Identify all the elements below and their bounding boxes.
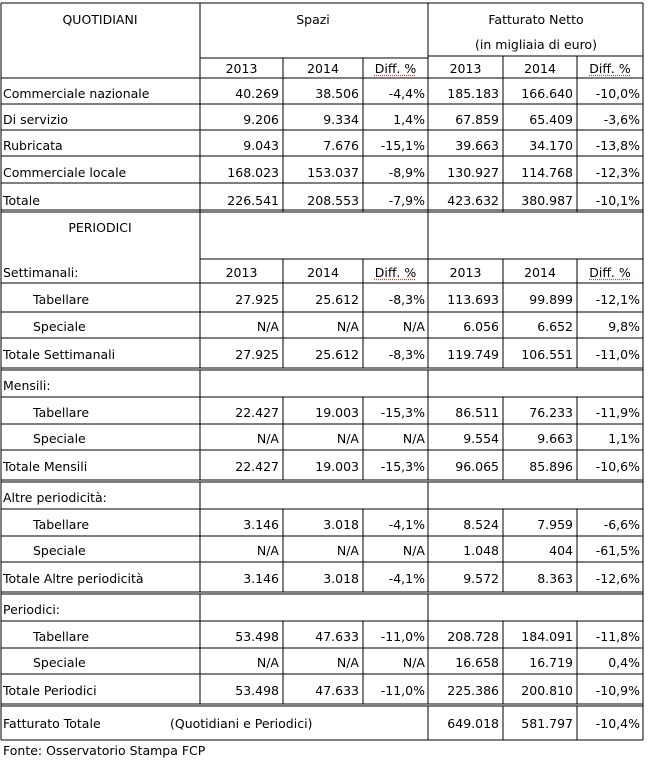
- group-row-sd: N/A: [402, 431, 425, 446]
- header-diff-spazi: Diff. %: [374, 61, 417, 76]
- group-row-s13: N/A: [256, 655, 279, 670]
- group-total-sd: -4,1%: [388, 571, 425, 586]
- quotidiani-row-f14: 380.987: [521, 193, 573, 208]
- row-label: Speciale: [33, 319, 86, 334]
- group-row-sd: N/A: [402, 543, 425, 558]
- group-total-s14: 25.612: [315, 347, 359, 362]
- group-row-s13: N/A: [256, 543, 279, 558]
- group-row-s14: N/A: [336, 319, 359, 334]
- row-label: Tabellare: [33, 405, 90, 420]
- subheader-year: 2014: [524, 265, 556, 280]
- group-title: Periodici:: [3, 602, 61, 617]
- quotidiani-row-f14: 65.409: [529, 112, 573, 127]
- group-row-fd: 9,8%: [608, 319, 640, 334]
- group-row-s13: N/A: [256, 319, 279, 334]
- group-row-fd: 0,4%: [608, 655, 640, 670]
- group-total-sd: -15,3%: [380, 459, 425, 474]
- quotidiani-row-s14: 208.553: [307, 193, 359, 208]
- row-label: Speciale: [33, 543, 86, 558]
- subheader-year: 2014: [307, 265, 339, 280]
- header-fatturato-unit: (in migliaia di euro): [475, 37, 597, 52]
- row-label: Di servizio: [3, 112, 68, 127]
- quotidiani-row-f14: 34.170: [529, 138, 573, 153]
- group-row-f13: 6.056: [463, 319, 499, 334]
- row-label: Rubricata: [3, 138, 63, 153]
- group-row-s14: 19.003: [315, 405, 359, 420]
- row-label: Tabellare: [33, 292, 90, 307]
- quotidiani-row-s14: 153.037: [307, 165, 359, 180]
- quotidiani-row-sd: -8,9%: [388, 165, 425, 180]
- group-row-f13: 8.524: [463, 517, 499, 532]
- group-row-f14: 16.719: [529, 655, 573, 670]
- subheader-year: 2013: [225, 265, 258, 280]
- quotidiani-row-fd: -13,8%: [595, 138, 640, 153]
- quotidiani-row-f14: 114.768: [521, 165, 573, 180]
- group-total-fd: -10,6%: [595, 459, 640, 474]
- group-row-f13: 16.658: [455, 655, 499, 670]
- quotidiani-row-s14: 9.334: [323, 112, 359, 127]
- group-title: Mensili:: [3, 378, 51, 393]
- row-label: Commerciale locale: [3, 165, 127, 180]
- group-row-s14: 47.633: [315, 629, 359, 644]
- fatturato-totale-f13: 649.018: [447, 716, 499, 731]
- group-row-s13: N/A: [256, 431, 279, 446]
- subheader-diff-spazi: Diff. %: [374, 265, 417, 280]
- quotidiani-row-fd: -12,3%: [595, 165, 640, 180]
- group-total-f14: 85.896: [529, 459, 573, 474]
- group-row-fd: -11,9%: [595, 405, 640, 420]
- quotidiani-row-f13: 423.632: [447, 193, 499, 208]
- group-row-fd: -12,1%: [595, 292, 640, 307]
- group-row-s14: N/A: [336, 655, 359, 670]
- group-row-s14: N/A: [336, 431, 359, 446]
- quotidiani-row-s13: 226.541: [227, 193, 279, 208]
- quotidiani-row-f13: 67.859: [455, 112, 499, 127]
- group-row-f14: 76.233: [529, 405, 573, 420]
- header-year: 2014: [524, 61, 556, 76]
- total-label: Totale Altre periodicità: [3, 571, 144, 586]
- group-total-f13: 225.386: [447, 683, 499, 698]
- quotidiani-row-sd: -7,9%: [388, 193, 425, 208]
- fatturato-totale-fd: -10,4%: [595, 716, 640, 731]
- group-total-f13: 9.572: [463, 571, 499, 586]
- group-total-f13: 119.749: [447, 347, 499, 362]
- group-row-f14: 184.091: [521, 629, 573, 644]
- group-row-fd: -61,5%: [595, 543, 640, 558]
- group-total-s14: 3.018: [323, 571, 359, 586]
- header-quotidiani: QUOTIDIANI: [62, 12, 138, 27]
- group-row-s14: 25.612: [315, 292, 359, 307]
- group-row-sd: N/A: [402, 319, 425, 334]
- group-total-f13: 96.065: [455, 459, 499, 474]
- row-label: Speciale: [33, 655, 86, 670]
- quotidiani-row-s13: 40.269: [235, 86, 279, 101]
- group-total-f14: 200.810: [521, 683, 573, 698]
- quotidiani-row-fd: -10,0%: [595, 86, 640, 101]
- group-row-fd: 1,1%: [608, 431, 640, 446]
- group-total-s13: 22.427: [235, 459, 279, 474]
- quotidiani-row-f13: 39.663: [455, 138, 499, 153]
- fatturato-totale-note: (Quotidiani e Periodici): [170, 716, 313, 731]
- quotidiani-row-sd: 1,4%: [393, 112, 425, 127]
- subheader-diff-fatturato: Diff. %: [589, 265, 631, 280]
- row-label: Totale: [3, 193, 40, 208]
- total-label: Totale Settimanali: [3, 347, 116, 362]
- group-row-f13: 9.554: [463, 431, 499, 446]
- quotidiani-row-s13: 9.206: [243, 112, 279, 127]
- group-title: Settimanali:: [3, 265, 79, 280]
- group-row-sd: -15,3%: [380, 405, 425, 420]
- group-total-fd: -11,0%: [595, 347, 640, 362]
- group-row-sd: -4,1%: [388, 517, 425, 532]
- group-total-s13: 53.498: [235, 683, 279, 698]
- group-total-sd: -8,3%: [388, 347, 425, 362]
- quotidiani-row-sd: -4,4%: [388, 86, 425, 101]
- row-label: Tabellare: [33, 517, 90, 532]
- quotidiani-row-f13: 130.927: [447, 165, 499, 180]
- group-row-f14: 404: [549, 543, 573, 558]
- group-row-s14: 3.018: [323, 517, 359, 532]
- fatturato-totale-label: Fatturato Totale: [3, 716, 101, 731]
- group-row-f13: 1.048: [463, 543, 499, 558]
- total-label: Totale Periodici: [3, 683, 97, 698]
- group-row-f14: 9.663: [537, 431, 573, 446]
- fonte: Fonte: Osservatorio Stampa FCP: [3, 743, 206, 758]
- quotidiani-row-fd: -3,6%: [603, 112, 640, 127]
- group-row-s13: 27.925: [235, 292, 279, 307]
- total-label: Totale Mensili: [3, 459, 88, 474]
- group-total-f14: 8.363: [537, 571, 573, 586]
- group-row-f14: 7.959: [537, 517, 573, 532]
- group-row-fd: -6,6%: [603, 517, 640, 532]
- quotidiani-row-sd: -15,1%: [380, 138, 425, 153]
- periodici-title: PERIODICI: [68, 220, 132, 235]
- group-total-s13: 27.925: [235, 347, 279, 362]
- quotidiani-row-s13: 9.043: [243, 138, 279, 153]
- quotidiani-row-f13: 185.183: [447, 86, 499, 101]
- header-year: 2013: [225, 61, 258, 76]
- group-row-sd: -8,3%: [388, 292, 425, 307]
- quotidiani-row-s14: 7.676: [323, 138, 359, 153]
- quotidiani-row-f14: 166.640: [521, 86, 573, 101]
- group-row-f13: 86.511: [455, 405, 499, 420]
- group-row-f14: 6.652: [537, 319, 573, 334]
- group-total-s13: 3.146: [243, 571, 279, 586]
- header-year: 2013: [449, 61, 482, 76]
- group-row-s13: 22.427: [235, 405, 279, 420]
- group-row-s14: N/A: [336, 543, 359, 558]
- group-row-f13: 113.693: [447, 292, 499, 307]
- group-row-f14: 99.899: [529, 292, 573, 307]
- fatturato-totale-f14: 581.797: [521, 716, 573, 731]
- group-total-s14: 47.633: [315, 683, 359, 698]
- header-spazi: Spazi: [296, 12, 330, 27]
- row-label: Commerciale nazionale: [3, 86, 150, 101]
- row-label: Tabellare: [33, 629, 90, 644]
- group-title: Altre periodicità:: [3, 490, 107, 505]
- quotidiani-row-s13: 168.023: [227, 165, 279, 180]
- group-total-s14: 19.003: [315, 459, 359, 474]
- group-total-f14: 106.551: [521, 347, 573, 362]
- row-label: Speciale: [33, 431, 86, 446]
- group-total-fd: -12,6%: [595, 571, 640, 586]
- group-row-s13: 3.146: [243, 517, 279, 532]
- group-row-sd: N/A: [402, 655, 425, 670]
- header-year: 2014: [307, 61, 339, 76]
- group-row-s13: 53.498: [235, 629, 279, 644]
- group-row-sd: -11,0%: [380, 629, 425, 644]
- header-fatturato: Fatturato Netto: [488, 12, 584, 27]
- quotidiani-row-s14: 38.506: [315, 86, 359, 101]
- group-total-sd: -11,0%: [380, 683, 425, 698]
- subheader-year: 2013: [449, 265, 482, 280]
- quotidiani-row-fd: -10,1%: [595, 193, 640, 208]
- group-total-fd: -10,9%: [595, 683, 640, 698]
- group-row-f13: 208.728: [447, 629, 499, 644]
- group-row-fd: -11,8%: [595, 629, 640, 644]
- header-diff-fatturato: Diff. %: [589, 61, 631, 76]
